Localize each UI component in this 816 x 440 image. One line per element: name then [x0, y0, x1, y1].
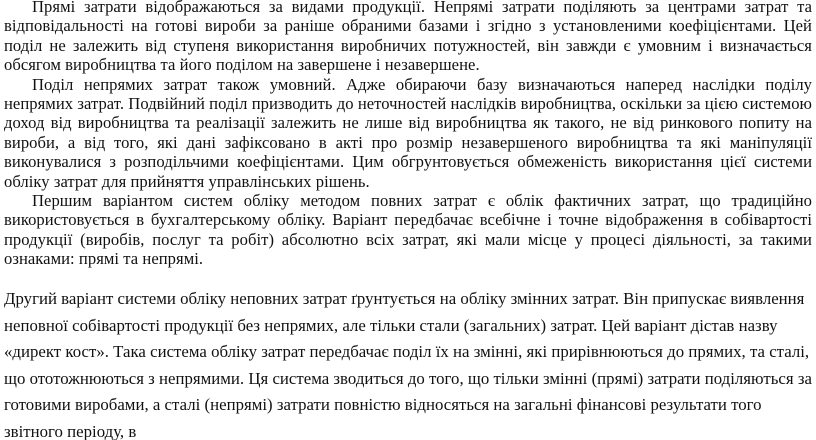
- paragraph-direct-costing: Другий варіант системи обліку неповних затрат ґрунтується на обліку змінних затрат. Він припускає виявлення неповної собівартості продукції без непрямих, але тільки стали (загальних) затрат. Цей варіант дістав назву «директ кост». Така система обліку затрат передбачає поділ їх на змінні, які прирівнюються до прямих, та сталі, що ототожнюються з непрямими. Ця система зводиться до того, що тільки змінні (прямі) затрати поділяються за готовими виробами, а сталі (непрямі) затрати повністю відносяться на загальні фінансові результати того звітного періоду, в: [4, 289, 812, 440]
- wide-spaced-text-block: [4, 286, 812, 440]
- paragraph-direct-indirect-costs: Прямі затрати відображаються за видами продукції. Непрямі затрати поділяють за центрами затрат та відповідальності на готові вироби за раніше обраними базами і згідно з установленими коефіцієнтами. Цей поділ не залежить від ступеня використання виробничих потужностей, він завжди є умовним і визначається обсягом виробництва та його поділом на завершене і незавершене.: [4, 0, 812, 75]
- paragraph-conditional-allocation: Поділ непрямих затрат також умовний. Адже обираючи базу визначаються наперед наслідки поділу непрямих затрат. Подвійний поділ призводить до неточностей наслідків виробництва, оскільки за цією системою доход від виробництва та реалізації залежить не лише від виробництва як такого, не від ринкового попиту на вироби, а від того, які дані зафіксовано в акті про розмір незавершеного виробництва та які маніпуляції виконувалися з розподільчими коефіцієнтами. Цим обгрунтовується обмеженість використання цієї системи обліку затрат для прийняття управлінських рішень.: [4, 74, 812, 191]
- single-spaced-text-block: [4, 0, 812, 269]
- paragraph-actual-cost-accounting: Першим варіантом систем обліку методом повних затрат є облік фактичних затрат, що традиційно використовується в бухгалтерському обліку. Варіант передбачає всебічне і точне відображення в собівартості продукції (виробів, послуг та робіт) абсолютно всіх затрат, які мали місце у процесі діяльності, за такими ознаками: прямі та непрямі.: [4, 191, 812, 269]
